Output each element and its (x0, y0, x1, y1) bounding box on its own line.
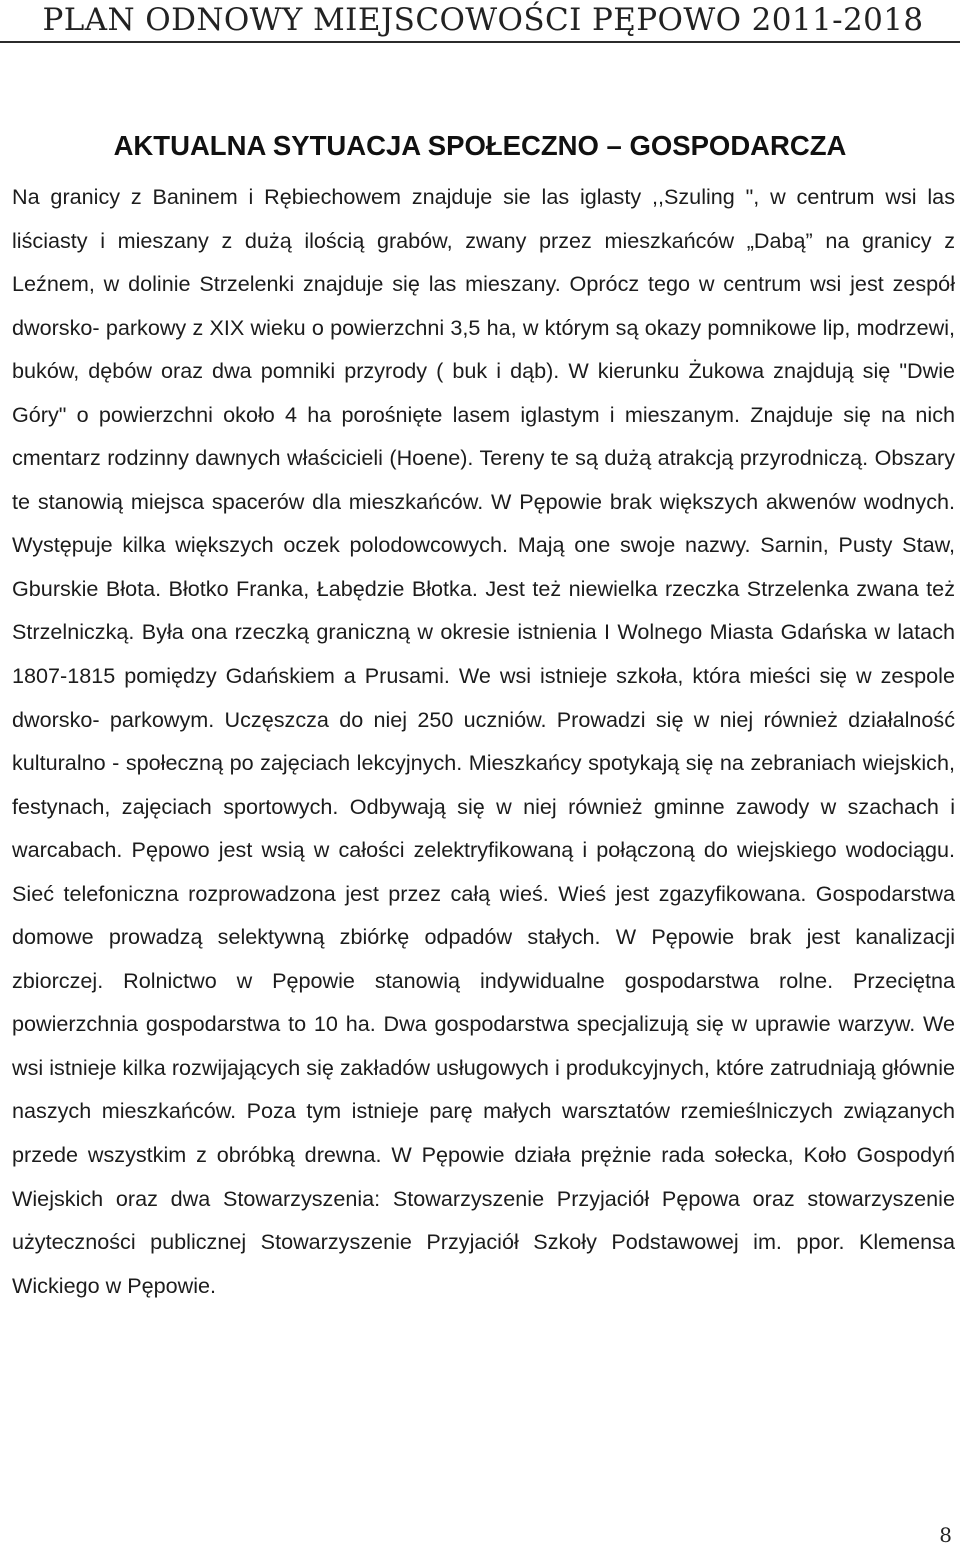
header-divider (0, 41, 960, 43)
document-title: PLAN ODNOWY MIEJSCOWOŚCI PĘPOWO 2011-2018 (42, 2, 924, 38)
page-header (0, 0, 960, 44)
page-number: 8 (939, 1523, 952, 1547)
body-paragraph: Na granicy z Baninem i Rębiechowem znajduje sie las iglasty ,,Szuling ", w centrum wsi las liściasty i mieszany z dużą ilością grabów, zwany przez mieszkańców „Dabą” na granicy z Leźnem, w dolinie Strzelenki znajduje się las mieszany. Oprócz tego w centrum wsi jest zespół dworsko- parkowy z XIX wieku o powierzchni 3,5 ha, w którym są okazy pomnikowe lip, modrzewi, buków, dębów oraz dwa pomniki przyrody ( buk i dąb). W kierunku Żukowa znajdują się "Dwie Góry" o powierzchni około 4 ha porośnięte lasem iglastym i mieszanym. Znajduje się na nich cmentarz rodzinny dawnych właścicieli (Hoene). Tereny te są dużą atrakcją przyrodniczą. Obszary te stanowią miejsca spacerów dla mieszkańców. W Pępowie brak większych akwenów wodnych. Występuje kilka większych oczek polodowcowych. Mają one swoje nazwy. Sarnin, Pusty Staw, Gburskie Błota. Błotko Franka, Łabędzie Błotka. Jest też niewielka rzeczka Strzelenka zwana też Strzelniczką. Była ona rzeczką graniczną w okresie istnienia I Wolnego Miasta Gdańska w latach 1807-1815 pomiędzy Gdańskiem a Prusami. We wsi istnieje szkoła, która mieści się w zespole dworsko- parkowym. Uczęszcza do niej 250 uczniów. Prowadzi się w niej również działalność kulturalno - społeczną po zajęciach lekcyjnych. Mieszkańcy spotykają się na zebraniach wiejskich, festynach, zajęciach sportowych. Odbywają się w niej również gminne zawody w szachach i warcabach. Pępowo jest wsią w całości zelektryfikowaną i połączoną do wiejskiego wodociągu. Sieć telefoniczna rozprowadzona jest przez całą wieś. Wieś jest zgazyfikowana. Gospodarstwa domowe prowadzą selektywną zbiórkę odpadów stałych. W Pępowie brak jest kanalizacji zbiorczej. Rolnictwo w Pępowie stanowią indywidualne gospodarstwa rolne. Przeciętna powierzchnia gospodarstwa to 10 ha. Dwa gospodarstwa specjalizują się w uprawie warzyw. We wsi istnieje kilka rozwijających się zakładów usługowych i produkcyjnych, które zatrudniają głównie naszych mieszkańców. Poza tym istnieje parę małych warsztatów rzemieślniczych związanych przede wszystkim z obróbką drewna. W Pępowie działa prężnie rada sołecka, Koło Gospodyń Wiejskich oraz dwa Stowarzyszenia: Stowarzyszenie Przyjaciół Pępowa oraz stowarzyszenie użyteczności publicznej Stowarzyszenie Przyjaciół Szkoły Podstawowej im. ppor. Klemensa Wickiego w Pępowie. (12, 184, 955, 1298)
section-heading: AKTUALNA SYTUACJA SPOŁECZNO – GOSPODARCZA (113, 130, 847, 161)
